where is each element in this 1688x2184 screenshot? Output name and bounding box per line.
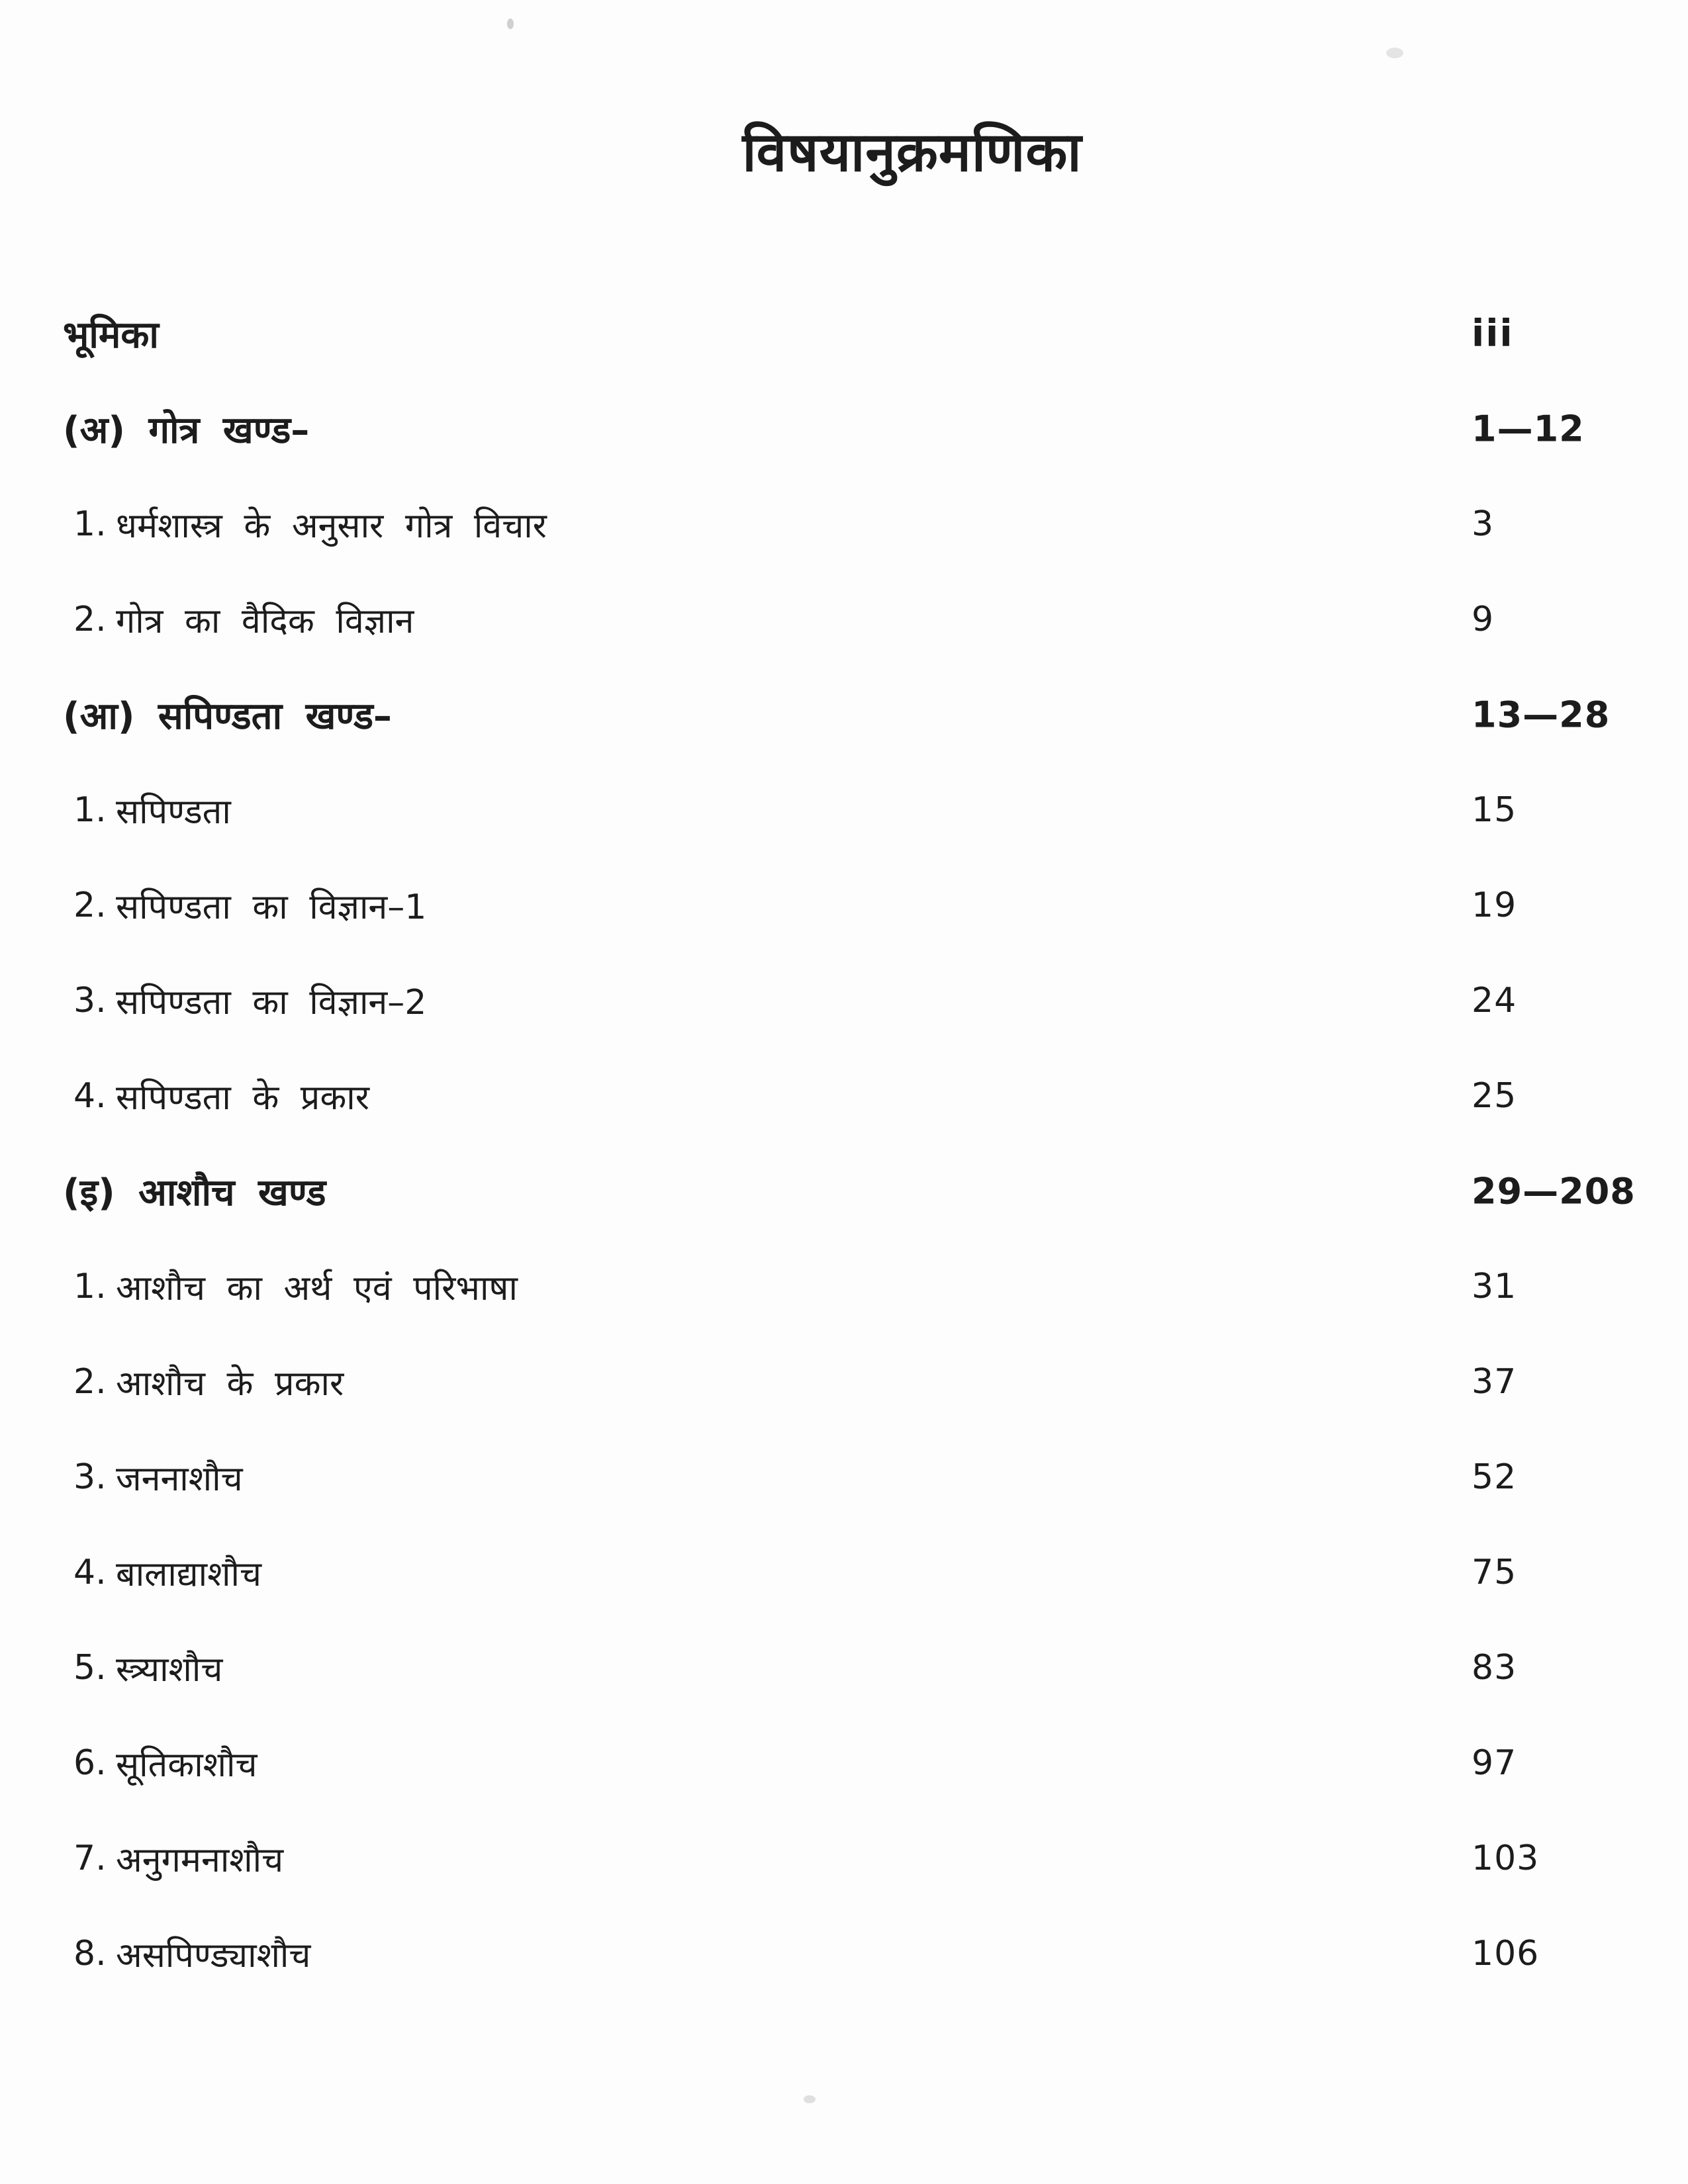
toc-entry-label: धर्मशास्त्र के अनुसार गोत्र विचार <box>116 506 547 546</box>
toc-entry-number: 1. <box>73 790 107 830</box>
toc-entry-label: (इ) आशौच खण्ड <box>63 1171 326 1214</box>
toc-entry-label: बालाद्याशौच <box>116 1554 261 1594</box>
toc-entry-number: 4. <box>73 1553 107 1592</box>
toc-entry-label: जननाशौच <box>116 1459 243 1499</box>
toc-entry-page: 31 <box>1472 1267 1517 1306</box>
toc-row <box>63 1144 1688 1239</box>
toc-entry-number: 8. <box>73 1934 107 1974</box>
toc-entry-number: 3. <box>73 981 107 1021</box>
toc-entry-number: 4. <box>73 1076 107 1116</box>
toc-row <box>63 1048 1688 1144</box>
toc-entry-number: 2. <box>73 1362 107 1402</box>
toc-entry-number: 1. <box>73 1267 107 1306</box>
toc-entry-label: सपिण्डता <box>116 792 231 832</box>
toc-entry-page: 1—12 <box>1472 408 1585 450</box>
toc-entry-number: 2. <box>73 600 107 639</box>
table-of-contents <box>63 286 1688 2001</box>
toc-entry-page: 13—28 <box>1472 694 1611 736</box>
toc-entry-page: 9 <box>1472 600 1495 639</box>
scan-speck <box>804 2095 816 2103</box>
toc-row <box>63 1811 1688 1906</box>
toc-row <box>63 1620 1688 1715</box>
page-title: विषयानुक्रमणिका <box>742 120 1082 184</box>
toc-entry-number: 3. <box>73 1457 107 1497</box>
toc-entry-page: 19 <box>1472 886 1517 925</box>
toc-entry-number: 7. <box>73 1839 107 1878</box>
toc-entry-label: सपिण्डता का विज्ञान–1 <box>116 887 427 927</box>
toc-entry-number: 1. <box>73 504 107 544</box>
scan-speck <box>1386 48 1403 58</box>
toc-entry-label: आशौच का अर्थ एवं परिभाषा <box>116 1268 518 1308</box>
scan-speck <box>507 19 514 29</box>
toc-entry-label: भूमिका <box>63 314 159 357</box>
toc-entry-label: आशौच के प्रकार <box>116 1363 344 1404</box>
toc-entry-label: सपिण्डता के प्रकार <box>116 1077 370 1118</box>
toc-entry-label: (आ) सपिण्डता खण्ड– <box>63 695 392 738</box>
toc-entry-label: (अ) गोत्र खण्ड– <box>63 409 310 452</box>
toc-entry-page: 25 <box>1472 1076 1517 1116</box>
toc-entry-page: 37 <box>1472 1362 1517 1402</box>
toc-row <box>63 1906 1688 2001</box>
toc-row <box>63 477 1688 572</box>
toc-row <box>63 1715 1688 1811</box>
toc-entry-number: 2. <box>73 886 107 925</box>
toc-entry-page: 29—208 <box>1472 1170 1636 1212</box>
toc-row <box>63 953 1688 1048</box>
toc-entry-number: 5. <box>73 1648 107 1688</box>
toc-entry-page: 97 <box>1472 1743 1517 1783</box>
toc-entry-page: 83 <box>1472 1648 1517 1688</box>
toc-row <box>63 762 1688 858</box>
toc-row <box>63 858 1688 953</box>
toc-row <box>63 572 1688 667</box>
toc-entry-label: स्त्र्याशौच <box>116 1649 223 1690</box>
toc-row <box>63 381 1688 477</box>
toc-row <box>63 1239 1688 1334</box>
toc-entry-page: 106 <box>1472 1934 1540 1974</box>
toc-row <box>63 1334 1688 1430</box>
toc-entry-number: 6. <box>73 1743 107 1783</box>
toc-entry-page: 52 <box>1472 1457 1517 1497</box>
toc-row <box>63 286 1688 381</box>
toc-entry-page: 15 <box>1472 790 1517 830</box>
toc-entry-label: सपिण्डता का विज्ञान–2 <box>116 982 427 1023</box>
toc-entry-page: iii <box>1472 312 1514 355</box>
toc-entry-page: 24 <box>1472 981 1517 1021</box>
toc-row <box>63 1525 1688 1620</box>
toc-row <box>63 1430 1688 1525</box>
toc-entry-label: सूतिकाशौच <box>116 1745 258 1785</box>
toc-entry-label: अनुगमनाशौच <box>116 1840 284 1880</box>
toc-entry-page: 3 <box>1472 504 1495 544</box>
toc-entry-page: 103 <box>1472 1839 1540 1878</box>
toc-entry-page: 75 <box>1472 1553 1517 1592</box>
toc-entry-label: गोत्र का वैदिक विज्ञान <box>116 601 414 641</box>
toc-row <box>63 667 1688 762</box>
toc-entry-label: असपिण्ड्याशौच <box>116 1935 311 1976</box>
